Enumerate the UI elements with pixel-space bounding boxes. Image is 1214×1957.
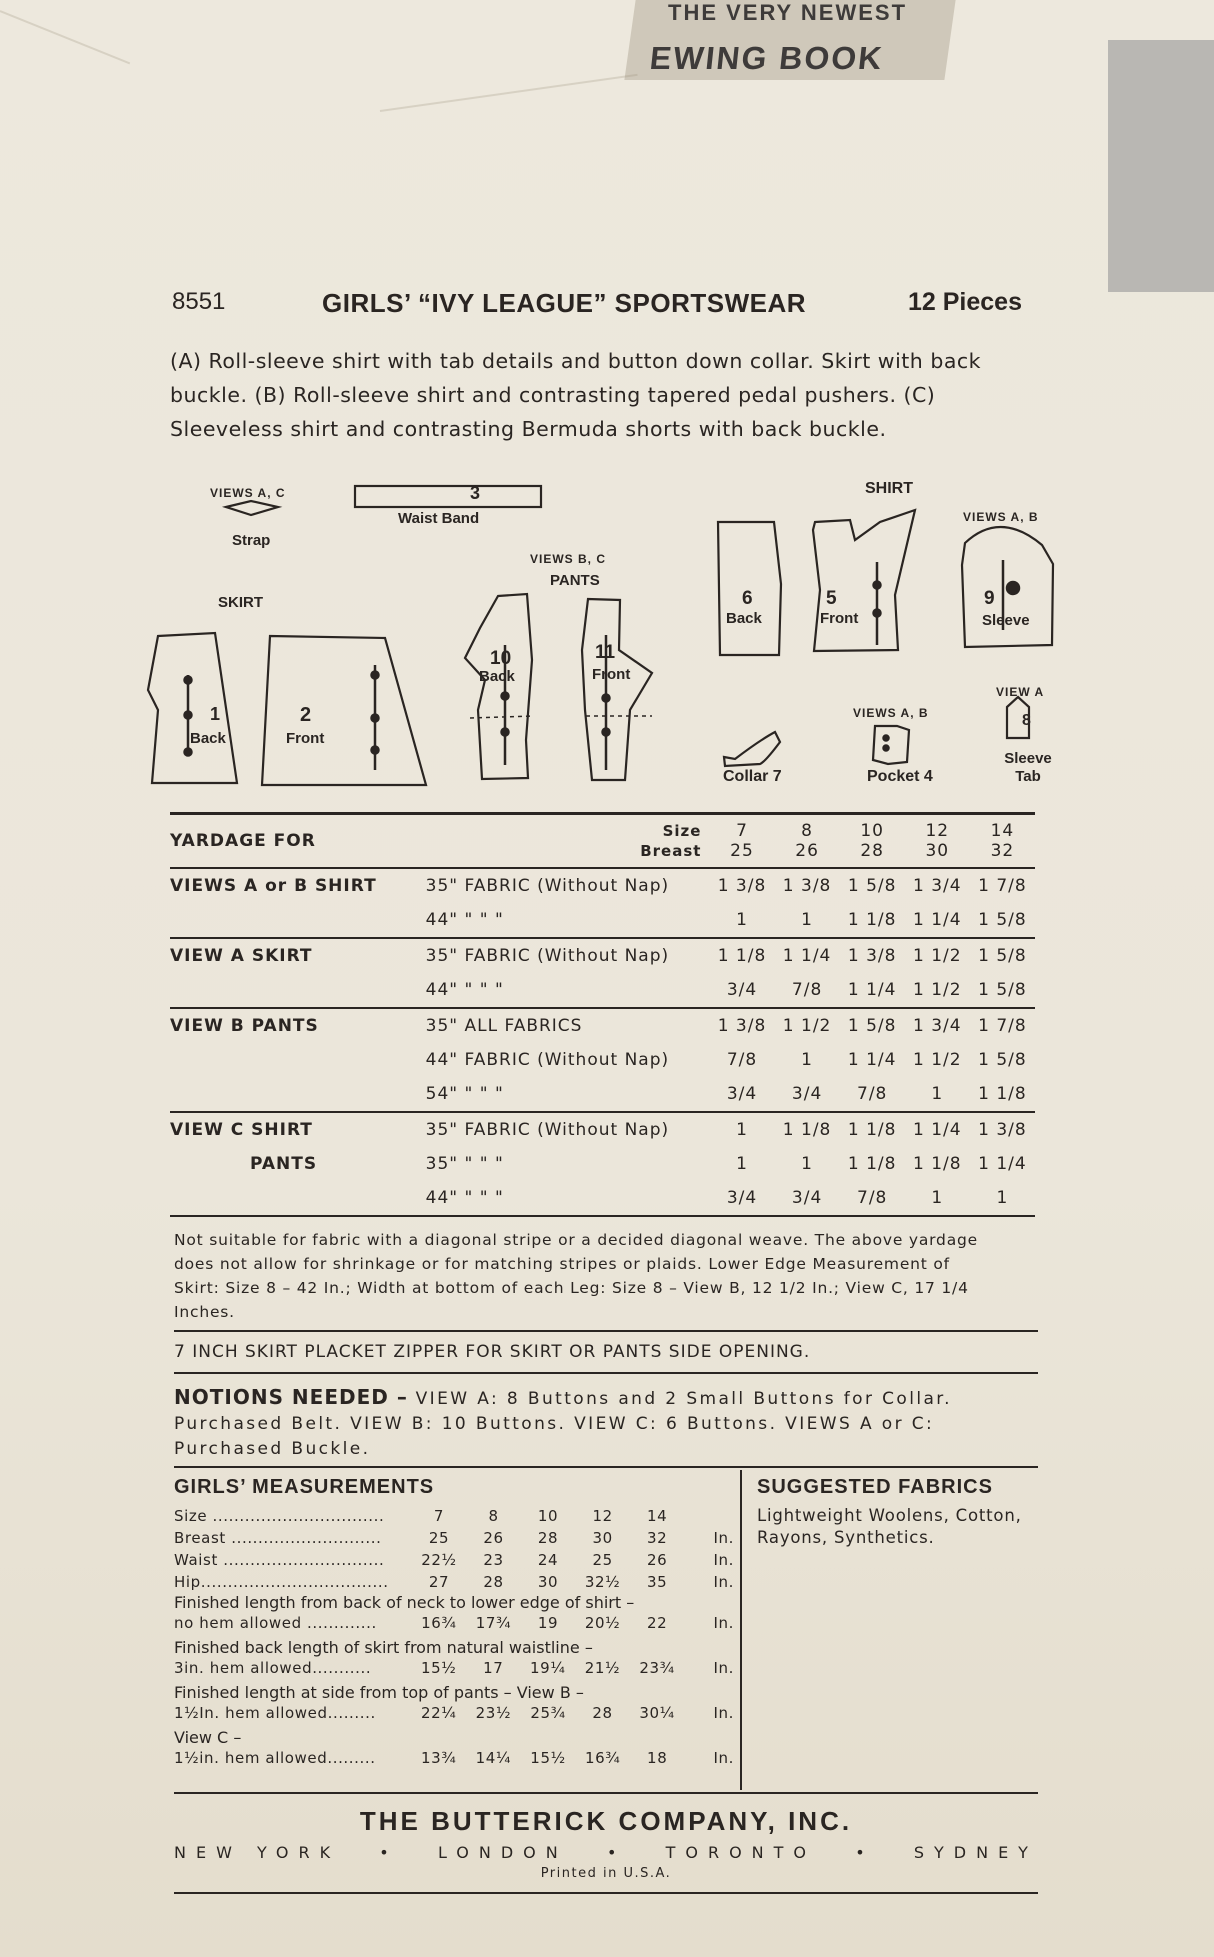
yardage-group: VIEW C SHIRT <box>170 1112 426 1147</box>
piece-10-number: 10 <box>490 648 512 669</box>
fabric-type: 44" " " " <box>426 1181 710 1216</box>
measurement-value: 23 <box>483 1551 504 1569</box>
notions-line: Purchased Belt. VIEW B: 10 Buttons. VIEW C: 6 Buttons. VIEWS A or C: <box>174 1414 935 1434</box>
banner-line-1: THE VERY NEWEST <box>668 0 908 25</box>
waist-band-piece-outline <box>355 486 541 507</box>
finished-length-unit: In. <box>713 1749 734 1767</box>
measurement-value: 10 <box>537 1507 559 1525</box>
finished-lengths <box>174 1593 734 1769</box>
breast-value: 25 <box>730 841 754 861</box>
yardage-value: 1 5/8 <box>978 1050 1027 1070</box>
yardage-value: 1 1/4 <box>775 938 840 973</box>
measurement-value: 28 <box>483 1573 504 1591</box>
yardage-row <box>170 1147 1035 1181</box>
strap-piece-outline <box>226 501 278 515</box>
finished-length-unit: In. <box>713 1659 734 1677</box>
finished-length-desc: View C – <box>174 1728 242 1747</box>
measurement-row <box>174 1571 734 1593</box>
measurement-value: 25 <box>592 1551 613 1569</box>
finished-length-entry <box>174 1683 734 1724</box>
yardage-value: 7/8 <box>857 1084 888 1104</box>
yardage-header-row <box>170 814 1035 869</box>
yardage-value: 1 <box>736 910 748 930</box>
yardage-value: 3/4 <box>791 1084 823 1104</box>
fabric-type: 44" " " " <box>425 980 504 1000</box>
description-line: Sleeveless shirt and contrasting Bermuda shorts with back buckle. <box>170 417 887 441</box>
size-value: 10 <box>860 821 884 841</box>
yardage-row <box>170 1077 1035 1112</box>
piece-7-label: Collar 7 <box>723 768 782 785</box>
yardage-value: 1 1/8 <box>978 1084 1027 1104</box>
finished-length-desc: Finished length at side from top of pants – View B – <box>174 1683 584 1702</box>
measurement-unit: In. <box>713 1529 734 1547</box>
measurement-value: 24 <box>537 1551 559 1569</box>
yardage-group: VIEW A SKIRT <box>170 938 426 973</box>
pattern-number: 8551 <box>172 288 226 315</box>
paper-crease <box>380 74 638 112</box>
finished-length-value: 18 <box>647 1749 668 1767</box>
piece-8-label: Sleeve Tab <box>1004 750 1052 785</box>
piece-4-label: Pocket 4 <box>867 768 933 785</box>
finished-length-value: 20½ <box>584 1614 621 1632</box>
printed-in: Printed in U.S.A. <box>540 1866 672 1881</box>
finished-length-unit: In. <box>713 1614 734 1632</box>
yardage-value: 1 1/8 <box>847 1154 897 1174</box>
yardage-value: 1 1/4 <box>847 980 897 1000</box>
measurement-value: 32 <box>647 1529 668 1547</box>
measurement-value: 28 <box>537 1529 559 1547</box>
waist-band-label: Waist Band <box>398 510 480 527</box>
piece-8-number: 8 <box>1022 712 1031 729</box>
yardage-value: 1 1/4 <box>912 910 962 930</box>
finished-length-values <box>174 1747 734 1769</box>
yardage-row <box>170 938 1035 973</box>
yardage-value: 1 <box>801 1154 813 1174</box>
measurement-value: 30 <box>537 1573 559 1591</box>
views-ab-sleeve-label: VIEWS A, B <box>963 510 1039 524</box>
breast-value: 26 <box>795 841 819 861</box>
finished-length-value: 22¼ <box>421 1704 457 1722</box>
finished-length-value: 30¼ <box>639 1704 675 1722</box>
measurement-unit: In. <box>713 1573 734 1591</box>
piece-2-number: 2 <box>300 704 312 726</box>
city-separator: • <box>606 1843 627 1862</box>
grey-envelope-flap <box>1108 40 1214 292</box>
measurement-value: 8 <box>488 1507 499 1525</box>
skirt-back-piece-outline <box>148 633 237 783</box>
yardage-rows <box>170 868 1035 1216</box>
finished-length-value: 22 <box>647 1614 668 1632</box>
piece-9-number: 9 <box>984 588 995 609</box>
city-list <box>174 1843 1038 1862</box>
fabric-type: 54" " " " <box>425 1084 504 1104</box>
suggested-line: Lightweight Woolens, Cotton, <box>757 1506 1022 1525</box>
finished-length-row <box>174 1702 734 1724</box>
measurement-row <box>174 1549 734 1571</box>
measurements-table <box>174 1505 734 1593</box>
pants-front-piece-outline <box>582 599 652 780</box>
fabric-type: 35" ALL FABRICS <box>426 1008 710 1043</box>
divider <box>174 1466 1038 1468</box>
yardage-group: VIEWS A or B SHIRT <box>170 868 426 903</box>
divider <box>174 1372 1038 1374</box>
finished-length-value: 17 <box>483 1659 504 1677</box>
finished-length-entry <box>174 1638 734 1679</box>
yardage-value: 1 1/4 <box>905 1112 970 1147</box>
finished-length-entry <box>174 1593 734 1634</box>
yardage-value: 1 <box>709 1112 774 1147</box>
finished-length-label: 1½In. hem allowed......... <box>174 1704 376 1722</box>
piece-1-number: 1 <box>210 704 221 724</box>
size-value: 7 <box>736 821 748 841</box>
city-separator: • <box>855 1843 875 1862</box>
yardage-group <box>170 903 426 938</box>
yardage-value: 1 3/8 <box>970 1112 1035 1147</box>
yardage-value: 7/8 <box>791 980 823 1000</box>
breast-value: 30 <box>925 841 950 861</box>
description-line: (A) Roll-sleeve shirt with tab details and button down collar. Skirt with back <box>170 349 982 373</box>
yardage-value: 1 <box>736 1154 748 1174</box>
size-value: 12 <box>925 821 950 841</box>
piece-6-number: 6 <box>742 588 753 609</box>
piece-5-label: Front <box>820 610 859 627</box>
pants-heading: PANTS <box>550 572 600 589</box>
collar-piece-outline <box>724 732 780 766</box>
piece-5-number: 5 <box>826 588 837 609</box>
yardage-value: 1 5/8 <box>970 938 1035 973</box>
divider <box>174 1330 1038 1332</box>
girls-measurements <box>174 1476 734 1773</box>
finished-length-value: 15½ <box>530 1749 566 1767</box>
suggested-fabrics <box>757 1476 1047 1549</box>
measurement-value: 14 <box>647 1507 668 1525</box>
view-a-label: VIEW A <box>996 685 1045 699</box>
company-name: THE BUTTERICK COMPANY, INC. <box>359 1806 853 1836</box>
yardage-group <box>170 973 426 1008</box>
piece-1-label: Back <box>190 730 226 747</box>
measurement-value: 26 <box>647 1551 668 1569</box>
skirt-heading: SKIRT <box>218 594 263 611</box>
finished-length-value: 13¾ <box>420 1749 457 1767</box>
finished-length-values <box>174 1702 734 1724</box>
yardage-group <box>170 1077 426 1112</box>
fabric-type: 44" " " " <box>425 910 504 930</box>
divider <box>174 1892 1038 1894</box>
measurement-unit <box>684 1505 734 1527</box>
measurement-label: Hip................................... <box>174 1573 389 1591</box>
breast-value: 28 <box>860 841 884 861</box>
finished-length-row <box>174 1657 734 1679</box>
description-line: buckle. (B) Roll-sleeve shirt and contrasting tapered pedal pushers. (C) <box>170 383 936 407</box>
notions-section <box>174 1385 1038 1462</box>
piece-6-label: Back <box>726 610 762 627</box>
yardage-value: 1 3/8 <box>709 1008 774 1043</box>
breast-value: 32 <box>990 841 1015 861</box>
yardage-row <box>170 1043 1035 1077</box>
notions-line: Purchased Buckle. <box>174 1439 371 1459</box>
measurement-row <box>174 1527 734 1549</box>
finished-length-values <box>174 1657 734 1679</box>
yardage-row <box>170 1008 1035 1043</box>
piece-10-label: Back <box>479 668 515 685</box>
yardage-value: 3/4 <box>726 980 758 1000</box>
finished-length-value: 14¼ <box>475 1749 512 1767</box>
note-line: Skirt: Size 8 – 42 In.; Width at bottom of each Leg: Size 8 – View B, 12 1/2 In.; View C, 17 1/4 <box>174 1279 969 1297</box>
yardage-value: 1 5/8 <box>840 868 905 903</box>
size-value: 8 <box>801 821 813 841</box>
pattern-pieces-diagram <box>120 470 1080 800</box>
finished-length-label: 1½in. hem allowed......... <box>174 1749 376 1767</box>
city-name: NEW YORK <box>174 1843 341 1862</box>
finished-length-value: 16¾ <box>421 1614 457 1632</box>
finished-length-values <box>174 1612 734 1634</box>
banner-line-2: EWING BOOK <box>648 40 886 76</box>
yardage-value: 3/4 <box>726 1084 758 1104</box>
piece-11-number: 11 <box>595 642 616 663</box>
size-value: 14 <box>990 821 1015 841</box>
column-divider <box>740 1470 742 1790</box>
yardage-heading: YARDAGE FOR <box>170 814 426 869</box>
yardage-note <box>174 1228 1034 1324</box>
yardage-value: 1 3/8 <box>775 868 840 903</box>
finished-length-label: no hem allowed ............. <box>174 1614 377 1632</box>
shirt-heading: SHIRT <box>865 480 913 497</box>
yardage-group: VIEW B PANTS <box>170 1008 426 1043</box>
fabric-type: 35" " " " <box>425 1154 504 1174</box>
city-separator: • <box>379 1843 399 1862</box>
measurement-label: Waist .............................. <box>174 1551 385 1569</box>
finished-length-desc: Finished length from back of neck to lower edge of shirt – <box>174 1593 635 1612</box>
fabric-type: 44" FABRIC (Without Nap) <box>425 1050 670 1070</box>
yardage-value: 1 1/8 <box>912 1154 962 1174</box>
yardage-value: 1 3/4 <box>905 868 970 903</box>
notions-line: VIEW A: 8 Buttons and 2 Small Buttons for Collar. <box>415 1389 952 1409</box>
piece-9-label: Sleeve <box>982 612 1030 629</box>
measurement-label: Breast ............................ <box>174 1529 382 1547</box>
fabric-type: 35" FABRIC (Without Nap) <box>426 938 710 973</box>
strap-label: Strap <box>232 532 271 549</box>
yardage-value: 1 1/2 <box>775 1008 840 1043</box>
shirt-front-piece-outline <box>813 510 915 651</box>
yardage-value: 1 <box>905 1181 970 1216</box>
finished-length-value: 21½ <box>584 1659 621 1677</box>
measurement-value: 12 <box>592 1507 613 1525</box>
yardage-value: 3/4 <box>775 1181 840 1216</box>
views-bc-label: VIEWS B, C <box>530 552 607 566</box>
yardage-value: 1 <box>801 1050 813 1070</box>
notions-heading: NOTIONS NEEDED – <box>174 1385 408 1409</box>
finished-length-value: 19 <box>537 1614 559 1632</box>
yardage-value: 1 1/8 <box>775 1112 840 1147</box>
finished-length-value: 19¼ <box>530 1659 566 1677</box>
skirt-front-piece-outline <box>262 636 426 785</box>
piece-11-label: Front <box>592 666 631 683</box>
waist-band-number: 3 <box>470 483 481 503</box>
finished-length-value: 16¾ <box>584 1749 621 1767</box>
yardage-row <box>170 1181 1035 1216</box>
breast-label: Breast <box>640 842 702 860</box>
measurement-value: 35 <box>647 1573 668 1591</box>
yardage-value: 1 7/8 <box>970 1008 1035 1043</box>
yardage-value: 1 3/4 <box>905 1008 970 1043</box>
measurements-heading: GIRLS’ MEASUREMENTS <box>174 1476 435 1498</box>
yardage-row <box>170 973 1035 1008</box>
finished-length-label: 3in. hem allowed........... <box>174 1659 372 1677</box>
footer <box>174 1806 1038 1881</box>
pattern-description <box>170 344 1035 446</box>
finished-length-entry <box>174 1728 734 1769</box>
suggested-heading: SUGGESTED FABRICS <box>757 1476 993 1498</box>
measurement-unit: In. <box>713 1551 734 1569</box>
note-line: Inches. <box>174 1303 235 1321</box>
yardage-value: 1 5/8 <box>978 980 1027 1000</box>
views-ab-pocket-label: VIEWS A, B <box>853 706 929 720</box>
measurement-label: Size ................................ <box>174 1507 385 1525</box>
measurement-value: 26 <box>483 1529 504 1547</box>
yardage-value: 1 7/8 <box>970 868 1035 903</box>
yardage-group: PANTS <box>250 1154 318 1174</box>
yardage-value: 1 1/2 <box>905 938 970 973</box>
yardage-value: 1 1/8 <box>840 1112 905 1147</box>
pieces-count: 12 Pieces <box>908 288 1022 316</box>
city-name: SYDNEY <box>913 1843 1038 1862</box>
finished-length-value: 28 <box>592 1704 613 1722</box>
yardage-value: 1 5/8 <box>978 910 1027 930</box>
finished-length-row <box>174 1747 734 1769</box>
yardage-value: 1 <box>801 910 813 930</box>
measurement-value: 7 <box>433 1507 445 1525</box>
measurement-value: 22½ <box>421 1551 457 1569</box>
pocket-piece-outline <box>873 726 909 764</box>
note-line: Not suitable for fabric with a diagonal stripe or a decided diagonal weave. The above yardage <box>174 1231 978 1249</box>
note-line: does not allow for shrinkage or for matching stripes or plaids. Lower Edge Measurement of <box>174 1255 950 1273</box>
yardage-value: 1 1/2 <box>912 980 962 1000</box>
suggested-line: Rayons, Synthetics. <box>757 1528 935 1547</box>
paper-crease <box>0 10 130 64</box>
finished-length-value: 17¾ <box>475 1614 512 1632</box>
yardage-value: 1 1/8 <box>847 910 897 930</box>
finished-length-desc: Finished back length of skirt from natural waistline – <box>174 1638 593 1657</box>
finished-length-row <box>174 1612 734 1634</box>
views-ac-label: VIEWS A, C <box>210 486 286 500</box>
yardage-value: 1 3/8 <box>840 938 905 973</box>
yardage-value: 1 1/4 <box>847 1050 897 1070</box>
finished-length-value: 15½ <box>420 1659 457 1677</box>
yardage-value: 1 1/4 <box>978 1154 1027 1174</box>
measurement-value: 32½ <box>584 1573 621 1591</box>
finished-length-value: 23½ <box>475 1704 512 1722</box>
yardage-value: 1 <box>931 1084 944 1104</box>
fabric-type: 35" FABRIC (Without Nap) <box>426 1112 710 1147</box>
pattern-pieces-drawing <box>120 470 1080 800</box>
measurement-value: 25 <box>428 1529 450 1547</box>
finished-length-value: 25¾ <box>530 1704 566 1722</box>
yardage-value: 1 1/8 <box>709 938 774 973</box>
yardage-row <box>170 1112 1035 1147</box>
pattern-title: GIRLS’ “IVY LEAGUE” SPORTSWEAR <box>322 288 807 318</box>
yardage-value: 7/8 <box>726 1050 758 1070</box>
yardage-table <box>170 812 1035 1217</box>
yardage-row <box>170 868 1035 903</box>
zipper-note: 7 INCH SKIRT PLACKET ZIPPER FOR SKIRT OR PANTS SIDE OPENING. <box>174 1342 811 1362</box>
size-label: Size <box>662 822 702 840</box>
yardage-value: 1 5/8 <box>840 1008 905 1043</box>
yardage-value: 1 3/8 <box>709 868 774 903</box>
pants-back-piece-outline <box>465 594 532 779</box>
yardage-value: 1 1/2 <box>912 1050 962 1070</box>
fabric-type: 35" FABRIC (Without Nap) <box>426 868 710 903</box>
yardage-value: 1 <box>970 1181 1035 1216</box>
city-name: TORONTO <box>665 1843 816 1862</box>
yardage-row <box>170 903 1035 938</box>
measurement-row <box>174 1505 734 1527</box>
yardage-group <box>170 1181 426 1216</box>
city-name: LONDON <box>437 1843 568 1862</box>
measurement-value: 30 <box>592 1529 613 1547</box>
measurement-value: 27 <box>428 1573 450 1591</box>
finished-length-value: 23¾ <box>639 1659 675 1677</box>
divider <box>174 1792 1038 1794</box>
yardage-value: 3/4 <box>709 1181 774 1216</box>
yardage-value: 7/8 <box>840 1181 905 1216</box>
yardage-group <box>170 1043 426 1077</box>
piece-2-label: Front <box>286 730 325 747</box>
finished-length-unit: In. <box>713 1704 734 1722</box>
